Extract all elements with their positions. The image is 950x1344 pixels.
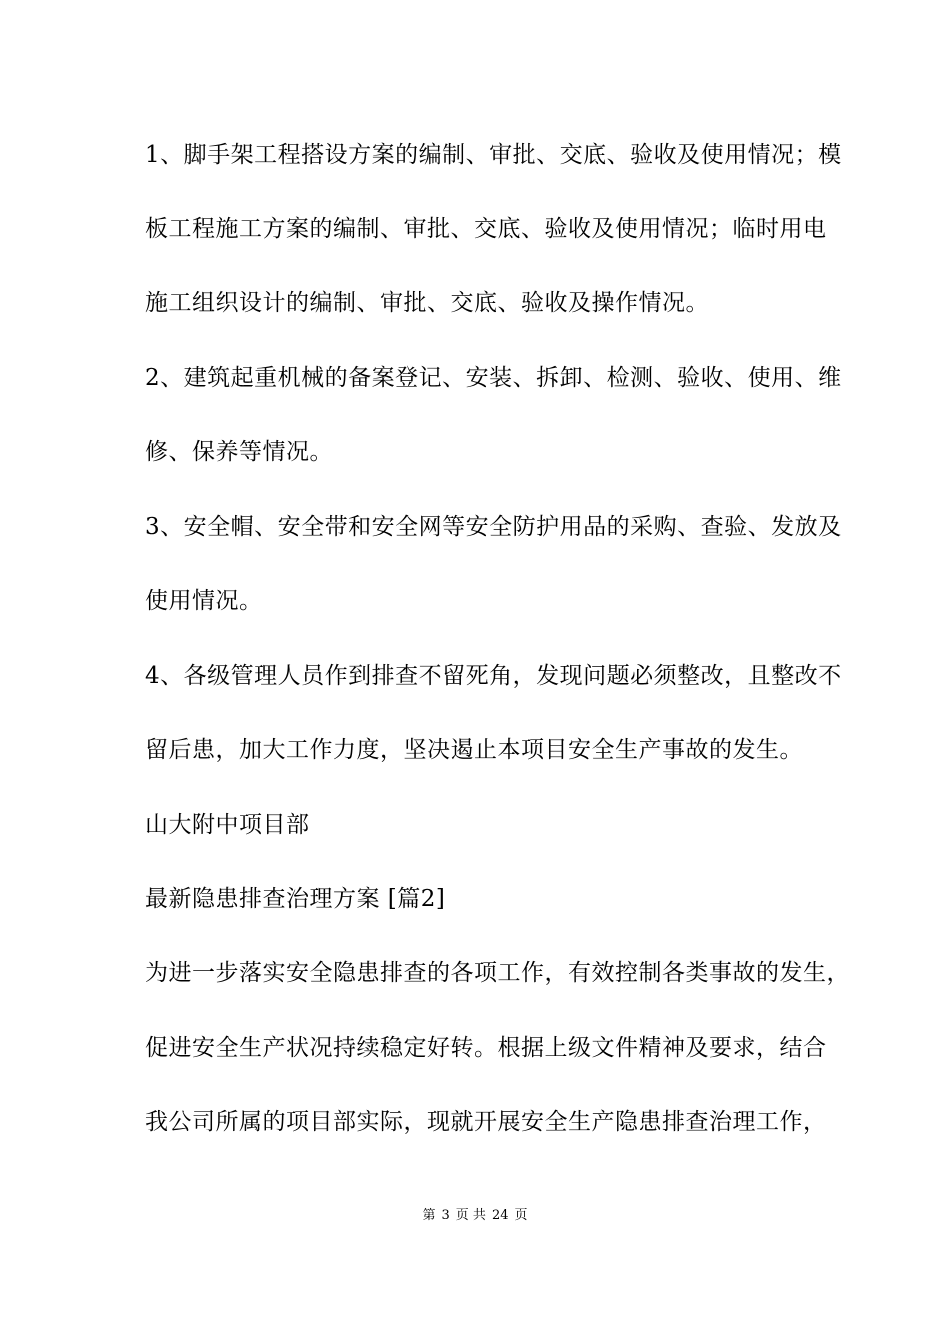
section-heading: 最新隐患排查治理方案 [篇2] — [145, 886, 446, 912]
body-line: 使用情况。 — [145, 588, 263, 614]
body-line: 修、保养等情况。 — [145, 439, 333, 465]
body-line: 2、建筑起重机械的备案登记、安装、拆卸、检测、验收、使用、维 — [145, 365, 842, 391]
body-line: 板工程施工方案的编制、审批、交底、验收及使用情况；临时用电 — [145, 216, 827, 242]
page-footer — [0, 1207, 950, 1225]
body-line: 1、脚手架工程搭设方案的编制、审批、交底、验收及使用情况；模 — [145, 142, 842, 168]
body-line: 我公司所属的项目部实际，现就开展安全生产隐患排查治理工作， — [145, 1109, 827, 1135]
footer-page-number: 3 — [441, 1208, 450, 1223]
body-line: 促进安全生产状况持续稳定好转。根据上级文件精神及要求，结合 — [145, 1035, 827, 1061]
footer-suffix: 页 — [514, 1208, 528, 1223]
body-line: 施工组织设计的编制、审批、交底、验收及操作情况。 — [145, 290, 709, 316]
body-line: 留后患，加大工作力度，坚决遏止本项目安全生产事故的发生。 — [145, 737, 803, 763]
body-line: 为进一步落实安全隐患排查的各项工作，有效控制各类事故的发生， — [145, 960, 850, 986]
footer-middle: 页 共 — [455, 1208, 486, 1223]
body-line: 4、各级管理人员作到排查不留死角，发现问题必须整改，且整改不 — [145, 663, 842, 689]
body-line: 3、安全帽、安全带和安全网等安全防护用品的采购、查验、发放及 — [145, 514, 842, 540]
footer-prefix: 第 — [422, 1208, 436, 1223]
signature-line: 山大附中项目部 — [145, 812, 310, 838]
footer-total-pages: 24 — [491, 1208, 509, 1223]
